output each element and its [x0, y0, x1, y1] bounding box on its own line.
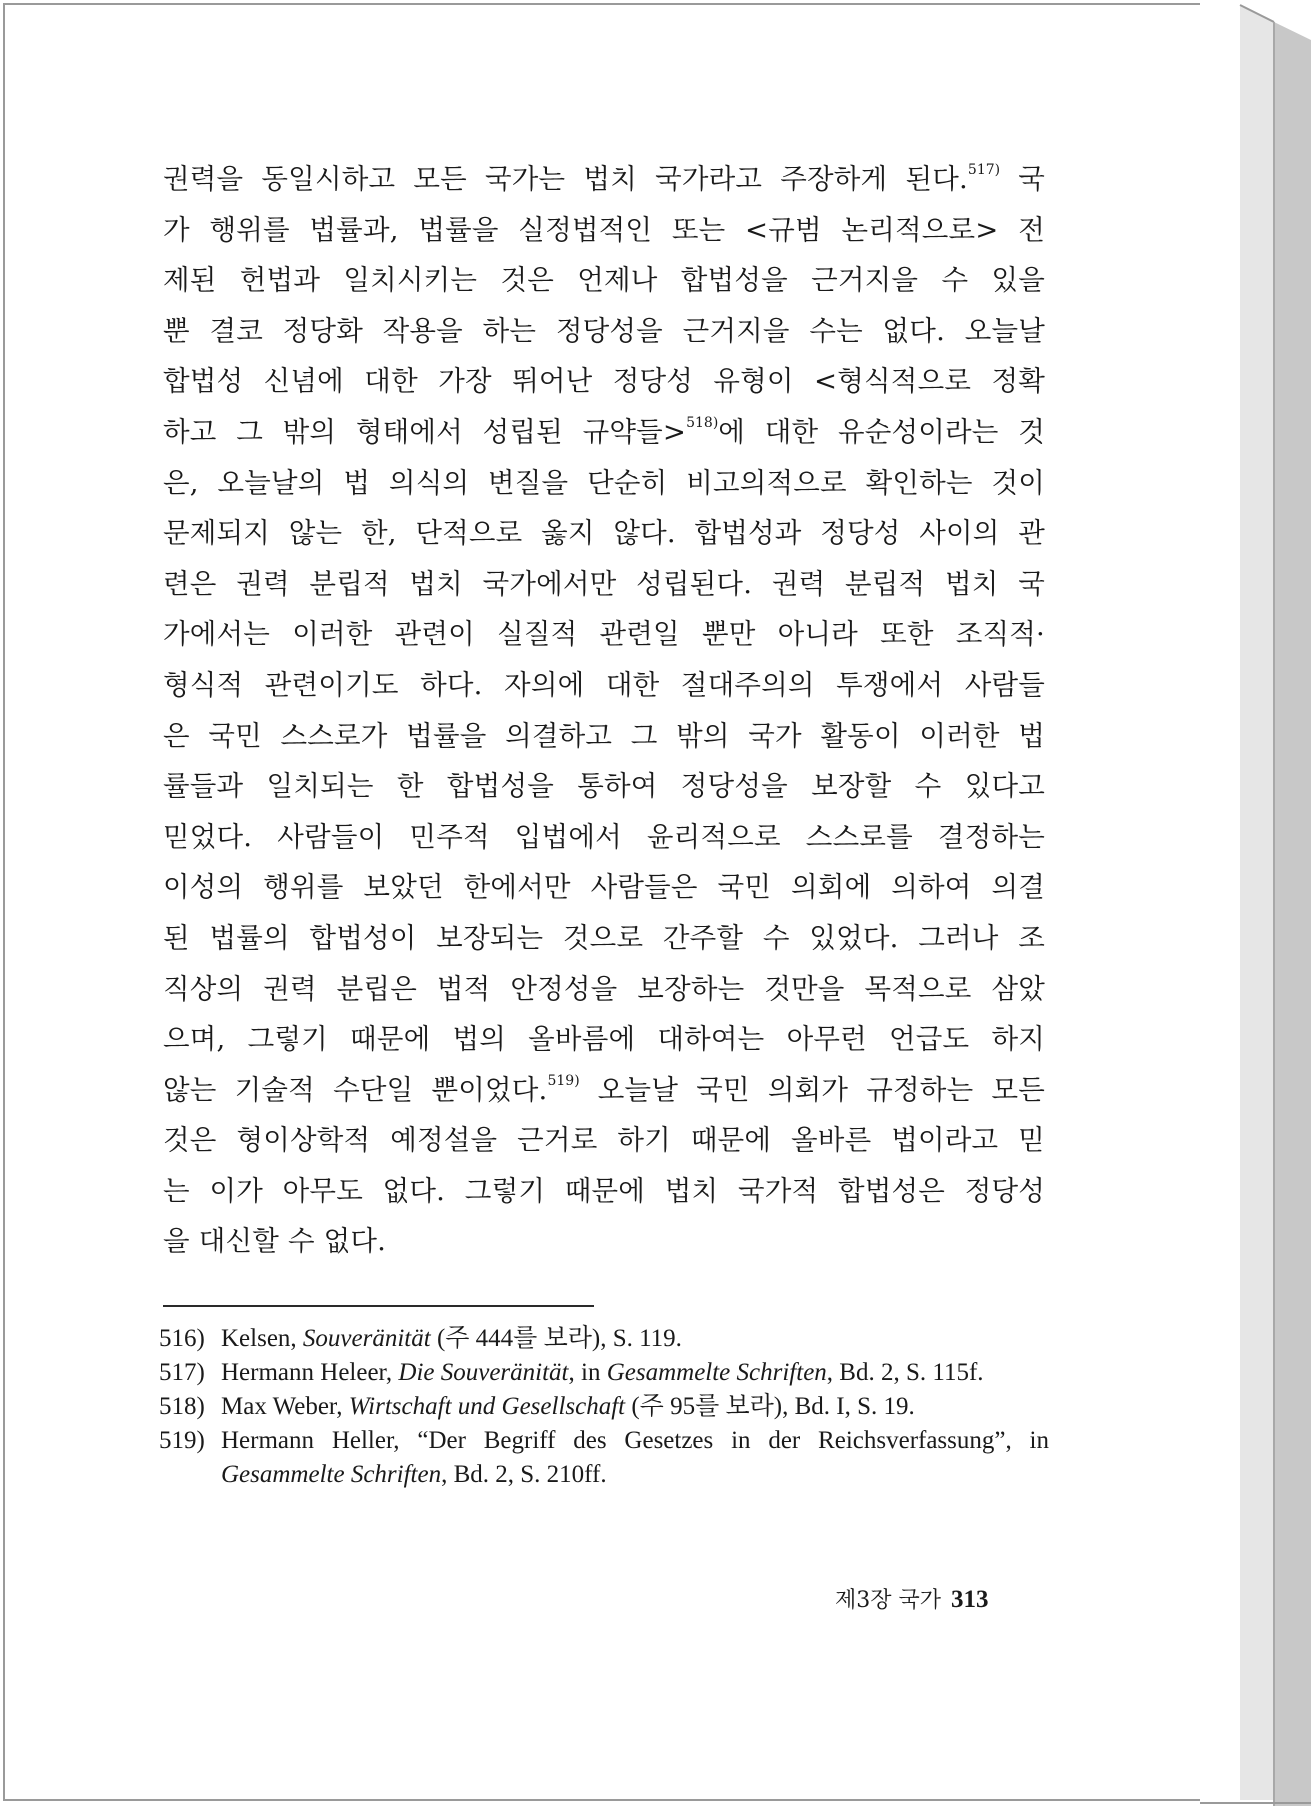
footnote-text: , in	[568, 1359, 607, 1386]
footnote	[159, 1424, 1049, 1492]
footnote-author: Kelsen,	[221, 1325, 303, 1352]
footnote-number: 516)	[159, 1325, 205, 1352]
body-line	[163, 609, 1045, 660]
body-line	[163, 1115, 1045, 1166]
footnote-text: (주 444를 보라), S. 119.	[430, 1325, 682, 1352]
page-number: 313	[951, 1586, 989, 1613]
body-line	[163, 559, 1045, 610]
footnote-text: (주 95를 보라), Bd. I, S. 19.	[625, 1393, 915, 1420]
body-line	[163, 1065, 1045, 1116]
body-line-text: 은 국민 스스로가 법률을 의결하고 그 밖의 국가 활동이 이러한 법	[163, 719, 1045, 752]
body-line-text: 는 이가 아무도 없다. 그렇기 때문에 법치 국가적 합법성은 정당성	[163, 1174, 1045, 1207]
footnote-title: Wirtschaft und Gesellschaft	[348, 1393, 626, 1420]
footnote-reference: 519)	[547, 1072, 580, 1089]
body-line	[163, 660, 1045, 711]
body-line	[163, 761, 1045, 812]
body-line	[163, 913, 1045, 964]
body-line-text: 형식적 관련이기도 하다. 자의에 대한 절대주의의 투쟁에서 사람들	[163, 668, 1045, 701]
footnote-author: Hermann Heller, “Der Begriff des Gesetzes in der Reichsverfassung”, in	[221, 1427, 1049, 1454]
body-line	[163, 458, 1045, 509]
body-line-text: 이성의 행위를 보았던 한에서만 사람들은 국민 의회에 의하여 의결	[163, 871, 1045, 904]
footnote	[159, 1390, 1049, 1424]
body-line	[163, 964, 1045, 1015]
footnote-reference: 517)	[967, 162, 1001, 178]
body-line-text: 가에서는 이러한 관련이 실질적 관련일 뿐만 아니라 또한 조직적·	[163, 618, 1045, 651]
footnote-separator	[163, 1305, 594, 1307]
body-line	[163, 255, 1045, 306]
footnote-number: 517)	[159, 1359, 205, 1386]
body-line-text: 오늘날 국민 의회가 규정하는 모든	[579, 1073, 1045, 1106]
body-line-text: 을 대신할 수 없다.	[163, 1225, 387, 1258]
body-line	[163, 356, 1045, 407]
footnote-author: Max Weber,	[221, 1393, 349, 1420]
body-line-text: 하고 그 밖의 형태에서 성립된 규약들>	[163, 415, 687, 448]
footnote-number: 519)	[159, 1427, 205, 1454]
chapter-label: 제3장 국가	[835, 1588, 941, 1613]
body-line-text: 믿었다. 사람들이 민주적 입법에서 윤리적으로 스스로를 결정하는	[163, 820, 1045, 853]
body-line	[163, 508, 1045, 559]
body-line	[163, 1166, 1045, 1217]
footnote-reference: 518)	[686, 414, 719, 431]
body-line	[163, 205, 1045, 256]
body-line	[163, 1216, 1045, 1267]
body-line	[163, 862, 1045, 913]
body-line-text: 률들과 일치되는 한 합법성을 통하여 정당성을 보장할 수 있다고	[163, 770, 1045, 803]
body-line-text: 에 대한 유순성이라는 것	[718, 415, 1045, 448]
footnote	[159, 1322, 1049, 1356]
body-line	[163, 306, 1045, 357]
footnote-number: 518)	[159, 1393, 205, 1420]
body-line-text: 직상의 권력 분립은 법적 안정성을 보장하는 것만을 목적으로 삼았	[163, 972, 1045, 1005]
footnote-text: , Bd. 2, S. 115f.	[826, 1359, 984, 1386]
body-line-text: 않는 기술적 수단일 뿐이었다.	[163, 1073, 548, 1106]
footnote-title: Gesammelte Schriften	[221, 1461, 442, 1488]
body-line-text: 합법성 신념에 대한 가장 뛰어난 정당성 유형이 <형식적으로 정확	[163, 365, 1045, 398]
footnote-title: Gesammelte Schriften	[606, 1359, 827, 1386]
footnote-title: Die Souveränität	[398, 1359, 569, 1386]
body-line	[163, 407, 1045, 458]
body-text	[163, 154, 1045, 1267]
body-line-text: 가 행위를 법률과, 법률을 실정법적인 또는 <규범 논리적으로> 전	[163, 213, 1045, 246]
body-line-text: 문제되지 않는 한, 단적으로 옳지 않다. 합법성과 정당성 사이의 관	[163, 517, 1045, 550]
body-line-text: 된 법률의 합법성이 보장되는 것으로 간주할 수 있었다. 그러나 조	[163, 921, 1045, 954]
footnote-author: Hermann Heleer,	[221, 1359, 399, 1386]
body-line	[163, 154, 1045, 205]
body-line	[163, 711, 1045, 762]
body-line	[163, 1014, 1045, 1065]
body-line-text: 권력을 동일시하고 모든 국가는 법치 국가라고 주장하게 된다.	[163, 163, 968, 195]
body-line-text: 은, 오늘날의 법 의식의 변질을 단순히 비고의적으로 확인하는 것이	[163, 466, 1045, 499]
body-line-text: 것은 형이상학적 예정설을 근거로 하기 때문에 올바른 법이라고 믿	[163, 1124, 1045, 1157]
footnote-title: Souveränität	[302, 1325, 431, 1352]
footnote	[159, 1356, 1049, 1390]
body-line-text: 국	[1000, 163, 1045, 195]
body-line-text: 련은 권력 분립적 법치 국가에서만 성립된다. 권력 분립적 법치 국	[163, 567, 1045, 600]
body-line	[163, 812, 1045, 863]
footnotes	[159, 1322, 1049, 1492]
footnote-text: , Bd. 2, S. 210ff.	[441, 1461, 607, 1488]
running-footer	[835, 1585, 1025, 1616]
body-line-text: 뿐 결코 정당화 작용을 하는 정당성을 근거지을 수는 없다. 오늘날	[163, 314, 1045, 347]
body-line-text: 으며, 그렇기 때문에 법의 올바름에 대하여는 아무런 언급도 하지	[163, 1023, 1045, 1056]
body-line-text: 제된 헌법과 일치시키는 것은 언제나 합법성을 근거지을 수 있을	[163, 264, 1045, 297]
book-spine-edge	[1200, 0, 1311, 1806]
